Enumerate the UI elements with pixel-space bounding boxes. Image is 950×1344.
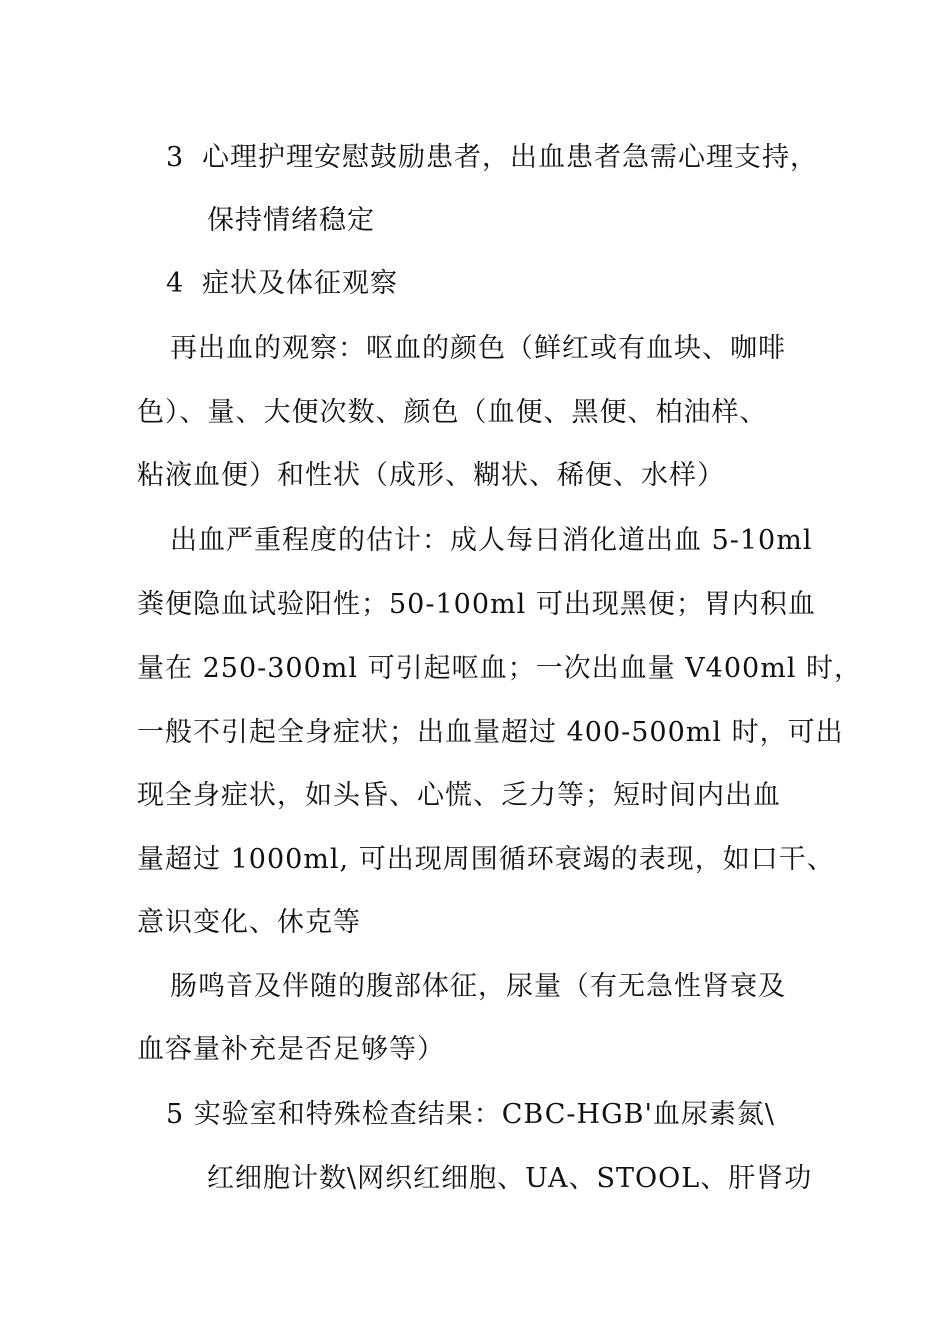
rebleed-line-2: 色）、量、大便次数、颜色（血便、黑便、柏油样、 xyxy=(137,397,768,428)
item3-line2: 保持情绪稳定 xyxy=(207,205,375,236)
item5-line2: 红细胞计数\网织红细胞、UA、STOOL、肝肾功 xyxy=(207,1163,813,1194)
item4-title: 症状及体征观察 xyxy=(202,268,398,299)
severity-line-3: 量在 250-300ml 可引起呕血；一次出血量 V400ml 时， xyxy=(137,653,863,684)
item3-number: 3 xyxy=(166,142,185,173)
item4-heading xyxy=(166,264,398,304)
severity-line-4: 一般不引起全身症状；出血量超过 400-500ml 时，可出 xyxy=(137,717,844,748)
rebleed-line-1: 再出血的观察：呕血的颜色（鲜红或有血块、咖啡 xyxy=(170,333,786,364)
item3-text: 心理护理安慰鼓励患者，出血患者急需心理支持， xyxy=(202,142,818,173)
item3-line1 xyxy=(166,138,818,178)
item5-line1: 5 实验室和特殊检查结果：CBC-HGB'血尿素氮\ xyxy=(166,1099,776,1130)
severity-line-6: 量超过 1000ml, 可出现周围循环衰竭的表现，如口干、 xyxy=(137,844,835,875)
item4-number: 4 xyxy=(166,268,185,299)
rebleed-line-3: 粘液血便）和性状（成形、糊状、稀便、水样） xyxy=(137,460,725,491)
severity-line-1: 出血严重程度的估计：成人每日消化道出血 5-10ml xyxy=(170,525,813,556)
bowel-line-2: 血容量补充是否足够等） xyxy=(137,1034,445,1065)
severity-line-5: 现全身症状，如头昏、心慌、乏力等；短时间内出血 xyxy=(137,780,781,811)
severity-line-7: 意识变化、休克等 xyxy=(137,907,361,938)
bowel-line-1: 肠鸣音及伴随的腹部体征，尿量（有无急性肾衰及 xyxy=(170,971,786,1002)
severity-line-2: 粪便隐血试验阳性；50-100ml 可出现黑便；胃内积血 xyxy=(137,589,816,620)
